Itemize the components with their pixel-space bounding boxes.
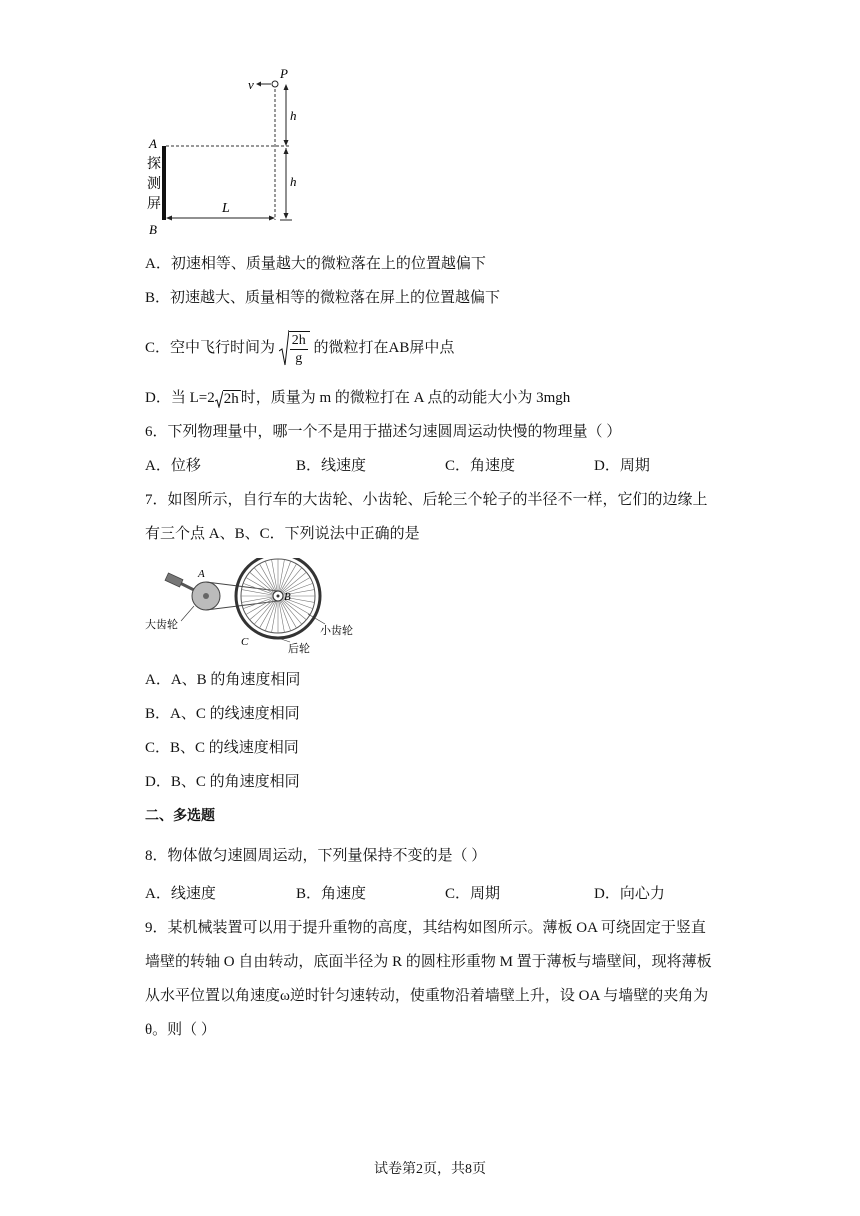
q6-option-a: A．位移 [145, 458, 201, 474]
sqrt-fraction [279, 328, 310, 369]
q7-option-d: D．B、C 的角速度相同 [145, 774, 300, 790]
q5-option-a: A．初速相等、质量越大的微粒落在上的位置越偏下 [145, 256, 486, 272]
q6-option-c: C．角速度 [445, 458, 516, 474]
q5-d-coef: 2 [207, 390, 215, 406]
label-h1: h [290, 108, 297, 123]
label-p: P [280, 66, 288, 81]
fig2-label-small-gear: 小齿轮 [320, 625, 353, 637]
q9-line-1: 9．某机械装置可以用于提升重物的高度，其结构如图所示。薄板 OA 可绕固定于竖直 [145, 920, 706, 936]
q9-line-3: 从水平位置以角速度ω逆时针匀速转动，使重物沿着墙壁上升，设 OA 与墙壁的夹角为 [145, 988, 709, 1004]
q7-stem-line2: 有三个点 A、B、C．下列说法中正确的是 [145, 526, 420, 542]
q8-option-a: A．线速度 [145, 886, 216, 902]
projectile-diagram [140, 62, 310, 240]
q8-option-b: B．角速度 [296, 886, 367, 902]
label-b: B [149, 222, 157, 237]
label-a: A [149, 136, 157, 151]
fig2-label-c: C [241, 636, 249, 648]
label-screen-3: 屏 [147, 197, 161, 212]
section-heading-multi-choice: 二、多选题 [145, 808, 215, 824]
label-v: v [248, 77, 254, 92]
q6-option-d: D．周期 [594, 458, 650, 474]
q7-option-b: B．A、C 的线速度相同 [145, 706, 300, 722]
q5-option-d [145, 388, 570, 409]
q9-line-4: θ。则（ ） [145, 1022, 216, 1038]
q5-option-c [145, 328, 454, 369]
q7-option-c: C．B、C 的线速度相同 [145, 740, 299, 756]
fig2-label-rear-wheel: 后轮 [288, 643, 310, 655]
fig2-label-big-gear: 大齿轮 [145, 619, 178, 631]
bicycle-wheel-diagram [140, 558, 370, 658]
page-footer: 试卷第2页，共8页 [374, 1162, 486, 1177]
q5-option-b: B．初速越大、质量相等的微粒落在屏上的位置越偏下 [145, 290, 501, 306]
q8-option-c: C．周期 [445, 886, 501, 902]
q6-stem: 6．下列物理量中，哪一个不是用于描述匀速圆周运动快慢的物理量（ ） [145, 424, 622, 440]
particle-p [272, 81, 278, 87]
q7-stem-line1: 7．如图所示，自行车的大齿轮、小齿轮、后轮三个轮子的半径不一样，它们的边缘上 [145, 492, 708, 508]
fig2-label-b: B [284, 591, 291, 603]
q5-option-d-pre: D．当 L= [145, 390, 208, 406]
q7-option-a: A．A、B 的角速度相同 [145, 672, 301, 688]
q8-option-d: D．向心力 [594, 886, 665, 902]
q8-stem: 8．物体做匀速圆周运动，下列量保持不变的是（ ） [145, 848, 487, 864]
label-h2: h [290, 174, 297, 189]
q5-c-denominator: g [295, 350, 303, 366]
label-l: L [222, 201, 230, 216]
q5-option-c-pre: C．空中飞行时间为 [145, 340, 276, 356]
label-screen-1: 探 [147, 157, 161, 172]
q5-d-radicand: 2h [223, 390, 239, 407]
q5-option-c-post: 的微粒打在AB屏中点 [313, 340, 455, 356]
q9-line-2: 墙壁的转轴 O 自由转动，底面半径为 R 的圆柱形重物 M 置于薄板与墙壁间，现将薄板 [145, 954, 712, 970]
fig2-label-a: A [198, 568, 205, 580]
q5-c-numerator: 2h [291, 332, 306, 348]
label-screen-2: 测 [147, 177, 161, 192]
q5-option-d-post: 时，质量为 m 的微粒打在 A 点的动能大小为 3mgh [240, 390, 571, 406]
q6-option-b: B．线速度 [296, 458, 367, 474]
